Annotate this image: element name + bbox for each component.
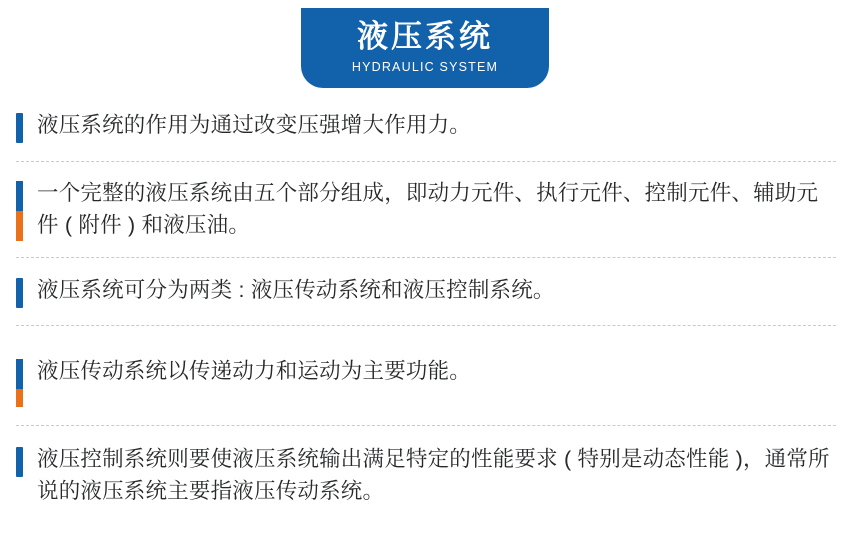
blue-segment-icon [16, 181, 23, 211]
title-badge [301, 8, 549, 88]
orange-segment-icon [16, 211, 23, 241]
page-subtitle: HYDRAULIC SYSTEM [351, 60, 499, 74]
list-item-text: 液压系统的作用为通过改变压强增大作用力。 [37, 113, 472, 137]
orange-segment-icon [16, 389, 23, 407]
list-item-text: 液压控制系统则要使液压系统输出满足特定的性能要求 ( 特别是动态性能 )，通常所说的液压系统主要指液压传动系统。 [37, 447, 830, 503]
blue-bar-marker-icon [16, 113, 23, 143]
statement-list [0, 103, 850, 513]
blue-bar-marker-icon [16, 447, 23, 477]
blue-segment-icon [16, 359, 23, 389]
header [0, 0, 850, 88]
list-item-text: 一个完整的液压系统由五个部分组成，即动力元件、执行元件、控制元件、辅助元件 ( 附件 ) 和液压油。 [37, 181, 819, 237]
list-item-text: 液压系统可分为两类 : 液压传动系统和液压控制系统。 [37, 278, 555, 302]
list-item [16, 426, 836, 513]
blue-bar-marker-icon [16, 278, 23, 308]
list-item-text: 液压传动系统以传递动力和运动为主要功能。 [37, 359, 472, 383]
page-title: 液压系统 [357, 19, 493, 54]
blue-orange-bar-marker-icon [16, 359, 23, 407]
list-item [16, 326, 836, 426]
list-item [16, 103, 836, 162]
list-item [16, 258, 836, 326]
list-item [16, 162, 836, 258]
blue-orange-bar-marker-icon [16, 181, 23, 241]
